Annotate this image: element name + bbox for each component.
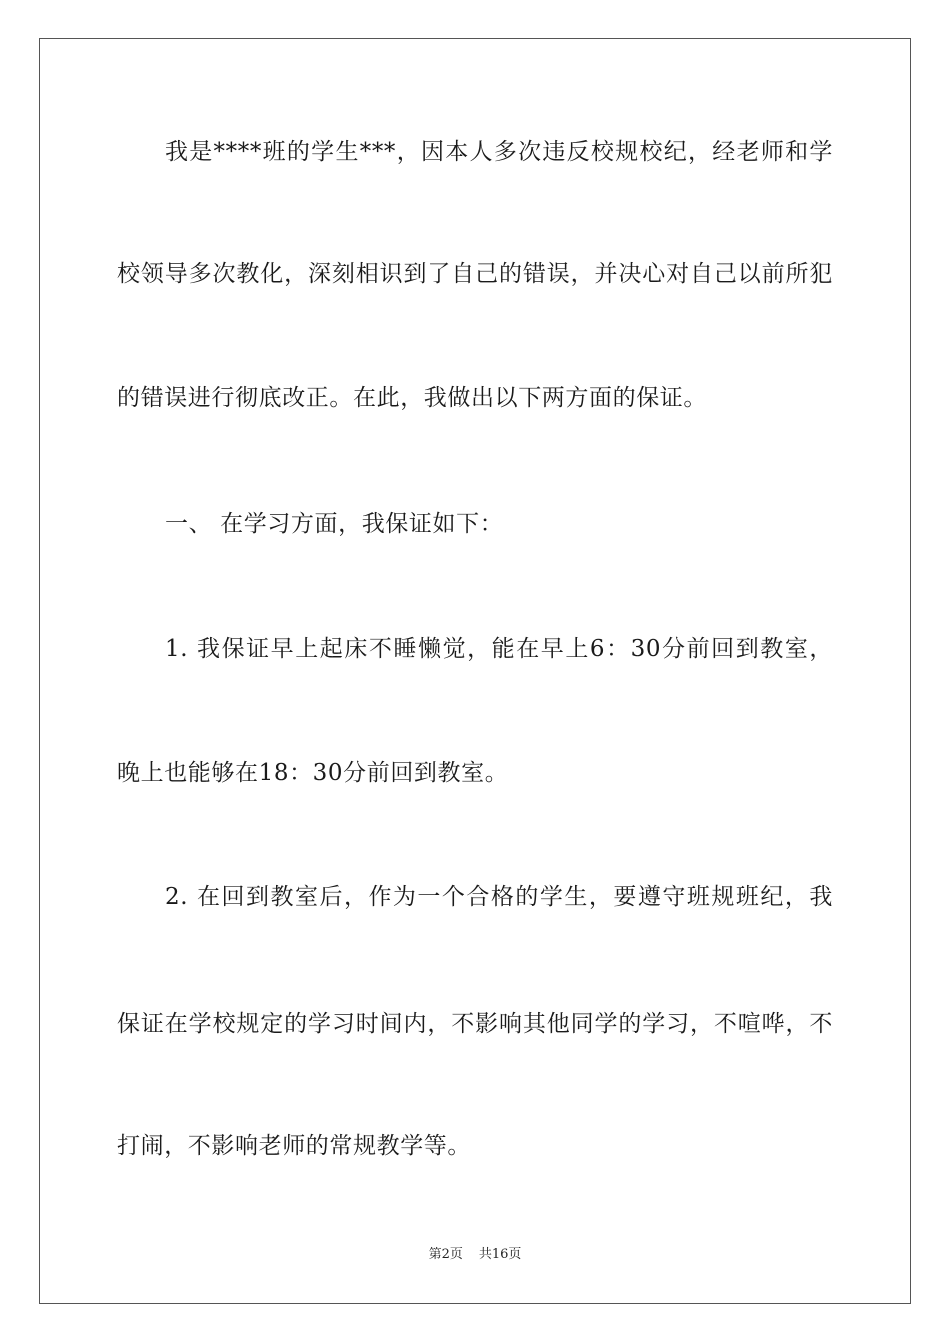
paragraph-line-1: 我是****班的学生***，因本人多次违反校规校纪，经老师和学 <box>165 139 833 165</box>
page-border <box>39 38 911 1304</box>
list-item-2-line-3: 打闹，不影响老师的常规教学等。 <box>117 1133 471 1159</box>
page-total: 共16页 <box>478 1247 522 1262</box>
section-heading-study: 一、 在学习方面，我保证如下： <box>165 511 504 537</box>
page-number: 第2页 <box>428 1247 463 1262</box>
list-item-1-line-2: 晚上也能够在18：30分前回到教室。 <box>117 760 509 786</box>
list-item-1-line-1: 1. 我保证早上起床不睡懒觉，能在早上6：30分前回到教室， <box>165 636 833 662</box>
paragraph-line-3: 的错误进行彻底改正。在此，我做出以下两方面的保证。 <box>117 385 707 411</box>
page-footer <box>0 1246 950 1264</box>
list-item-2-line-1: 2. 在回到教室后，作为一个合格的学生，要遵守班规班纪，我 <box>165 884 833 910</box>
paragraph-line-2: 校领导多次教化，深刻相识到了自己的错误，并决心对自己以前所犯 <box>117 261 833 287</box>
list-item-2-line-2: 保证在学校规定的学习时间内，不影响其他同学的学习，不喧哗，不 <box>117 1011 833 1037</box>
